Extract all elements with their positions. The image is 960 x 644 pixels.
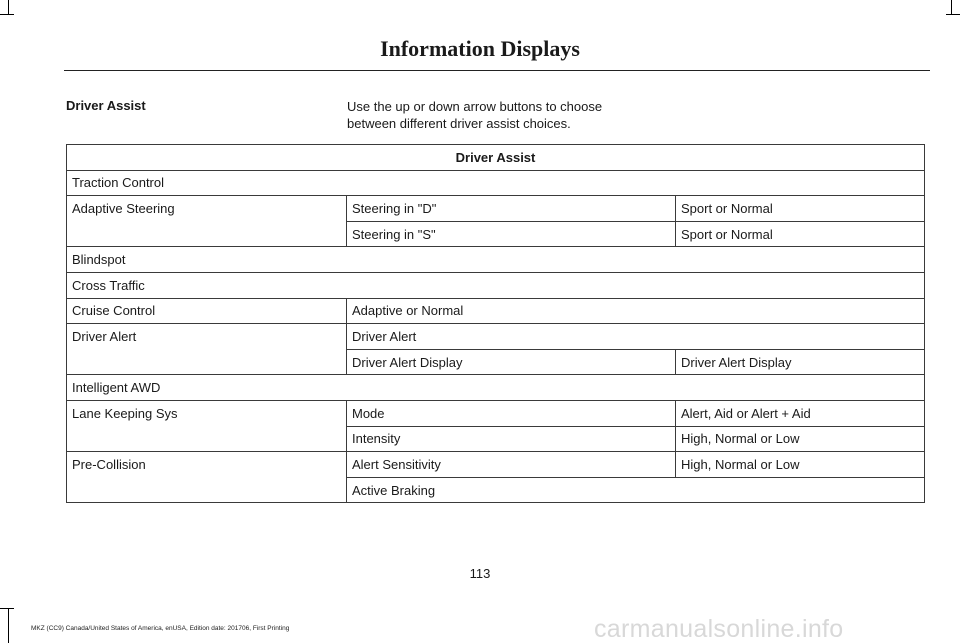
table-row (67, 426, 925, 452)
table-row (67, 221, 925, 247)
table-cell: Active Braking (347, 477, 925, 503)
table-cell: Cruise Control (67, 298, 347, 324)
page-header-title: Information Displays (380, 36, 580, 61)
table-cell: Pre-Collision (67, 452, 347, 478)
table-cell: Adaptive Steering (67, 196, 347, 222)
table-cell (67, 477, 347, 503)
table-title: Driver Assist (67, 145, 925, 171)
page-number: 113 (469, 566, 491, 581)
crop-mark (8, 608, 9, 643)
table-cell: Alert, Aid or Alert + Aid (676, 400, 925, 426)
table-cell: Blindspot (67, 247, 925, 273)
watermark: carmanualsonline.info (594, 615, 844, 643)
section-label: Driver Assist (66, 98, 146, 113)
table-cell: Driver Alert Display (347, 349, 676, 375)
table-cell: Traction Control (67, 170, 925, 196)
driver-assist-table (66, 144, 925, 503)
table-row (67, 272, 925, 298)
table-cell: Mode (347, 400, 676, 426)
table-row (67, 375, 925, 401)
table-cell: Cross Traffic (67, 272, 925, 298)
table-row (67, 170, 925, 196)
crop-mark (951, 0, 952, 14)
table-row (67, 298, 925, 324)
table-row (67, 196, 925, 222)
table-cell: Sport or Normal (676, 221, 925, 247)
table-cell: High, Normal or Low (676, 426, 925, 452)
crop-mark (0, 608, 14, 609)
table-cell: Lane Keeping Sys (67, 400, 347, 426)
table-cell: Sport or Normal (676, 196, 925, 222)
header-divider (64, 70, 930, 71)
table-row (67, 400, 925, 426)
table-row (67, 349, 925, 375)
table-row (67, 452, 925, 478)
table-cell: Driver Alert (67, 324, 347, 350)
table-cell: Adaptive or Normal (347, 298, 925, 324)
table-cell: High, Normal or Low (676, 452, 925, 478)
table-cell: Steering in "D" (347, 196, 676, 222)
table-row (67, 324, 925, 350)
crop-mark (8, 0, 9, 14)
section-description: Use the up or down arrow buttons to choose between different driver assist choices. (347, 99, 603, 131)
table-row (67, 477, 925, 503)
table-cell (67, 426, 347, 452)
table-cell: Driver Alert Display (676, 349, 925, 375)
table-cell: Intensity (347, 426, 676, 452)
footer-edition-text: MKZ (CC9) Canada/United States of America, enUSA, Edition date: 201706, First Printing (31, 625, 290, 632)
crop-mark (0, 14, 14, 15)
table-cell (67, 349, 347, 375)
crop-mark (946, 14, 960, 15)
table-header-row (67, 145, 925, 171)
table-cell: Steering in "S" (347, 221, 676, 247)
table-cell (67, 221, 347, 247)
table-row (67, 247, 925, 273)
table-cell: Intelligent AWD (67, 375, 925, 401)
table-cell: Driver Alert (347, 324, 925, 350)
table-cell: Alert Sensitivity (347, 452, 676, 478)
